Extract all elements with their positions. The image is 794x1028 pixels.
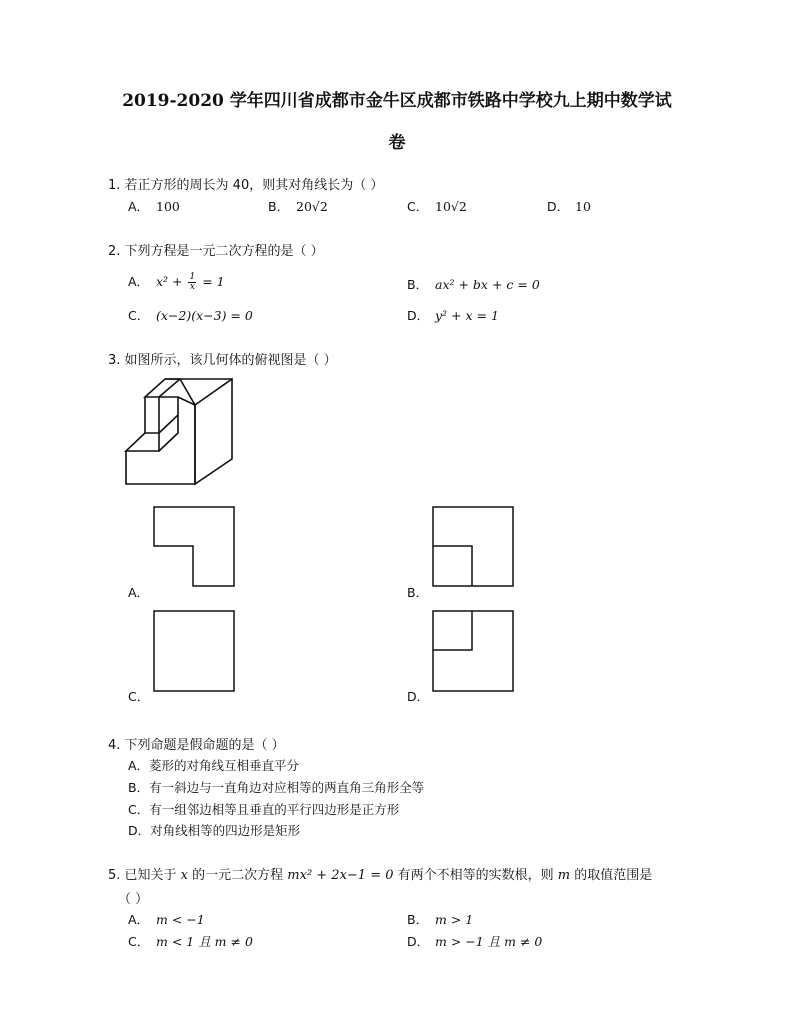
fraction: $\frac{1}{x}$: [189, 272, 196, 292]
option-label: A．: [128, 199, 150, 214]
question-5-stem: 5. 已知关于 x 的一元二次方程 mx² + 2x−1 = 0 有两个不相等的实数根，则 m 的取值范围是: [108, 868, 653, 883]
option-value: (x−2)(x−3) = 0: [156, 308, 253, 323]
option-c-square: [153, 610, 235, 692]
option-label: C．: [128, 308, 150, 323]
option-value: 10√2: [435, 199, 467, 214]
option-value: m > 1: [435, 912, 474, 927]
question-1-option-a: [128, 197, 180, 215]
question-2-stem: 2. 下列方程是一元二次方程的是（ ）: [108, 244, 324, 259]
option-value: ax² + bx + c = 0: [435, 277, 540, 292]
option-value: m < 1 且 m ≠ 0: [156, 934, 253, 949]
option-label: A．: [128, 274, 150, 289]
option-label: C．: [407, 199, 429, 214]
question-3-option-d-label: D．: [407, 689, 430, 704]
question-1-option-b: [268, 197, 328, 215]
question-5-option-c: [128, 932, 253, 950]
question-4-option-a: A．菱形的对角线互相垂直平分: [128, 758, 300, 773]
question-1-option-c: [407, 197, 467, 215]
option-value: m < −1: [156, 912, 205, 927]
question-4-option-b: B．有一斜边与一直角边对应相等的两直角三角形全等: [128, 780, 425, 795]
option-a-l-shape: [153, 506, 235, 588]
question-2-option-b: [407, 275, 540, 293]
question-4-option-c: C．有一组邻边相等且垂直的平行四边形是正方形: [128, 802, 400, 817]
question-1-option-d: [547, 197, 591, 215]
option-value: 100: [156, 199, 180, 214]
option-value: y² + x = 1: [435, 308, 499, 323]
option-label: B．: [407, 277, 429, 292]
question-5-stem-line2: （ ）: [118, 892, 149, 907]
option-label: D．: [547, 199, 570, 214]
page-title-continued: 卷: [388, 133, 406, 153]
option-label: D．: [407, 934, 430, 949]
solid-figure: [120, 375, 240, 490]
question-1-stem: 1. 若正方形的周长为 40，则其对角线长为（ ）: [108, 178, 384, 193]
question-5-option-d: [407, 932, 542, 950]
question-3-option-a-label: A．: [128, 585, 150, 600]
question-5-option-b: [407, 910, 473, 928]
question-3-option-b-label: B．: [407, 585, 429, 600]
option-value-tail: = 1: [198, 274, 225, 289]
question-2-option-d: [407, 306, 499, 324]
question-3-option-c-label: C．: [128, 689, 150, 704]
option-label: C．: [128, 934, 150, 949]
question-4-stem: 4. 下列命题是假命题的是（ ）: [108, 738, 285, 753]
option-d-square-with-upper-left-inset: [432, 610, 514, 692]
option-value: 20√2: [296, 199, 328, 214]
option-b-square-with-lower-left-inset: [432, 506, 514, 588]
question-2-option-a: [128, 272, 225, 292]
option-label: B．: [268, 199, 290, 214]
question-5-option-a: [128, 910, 205, 928]
option-value: x² +: [156, 274, 187, 289]
option-value: 10: [575, 199, 591, 214]
question-2-option-c: [128, 306, 253, 324]
question-3-stem: 3. 如图所示，该几何体的俯视图是（ ）: [108, 353, 337, 368]
option-label: D．: [407, 308, 430, 323]
option-label: A．: [128, 912, 150, 927]
option-value: m > −1 且 m ≠ 0: [435, 934, 543, 949]
question-4-option-d: D．对角线相等的四边形是矩形: [128, 823, 301, 838]
option-label: B．: [407, 912, 429, 927]
page-title: 2019-2020 学年四川省成都市金牛区成都市铁路中学校九上期中数学试: [122, 91, 672, 111]
